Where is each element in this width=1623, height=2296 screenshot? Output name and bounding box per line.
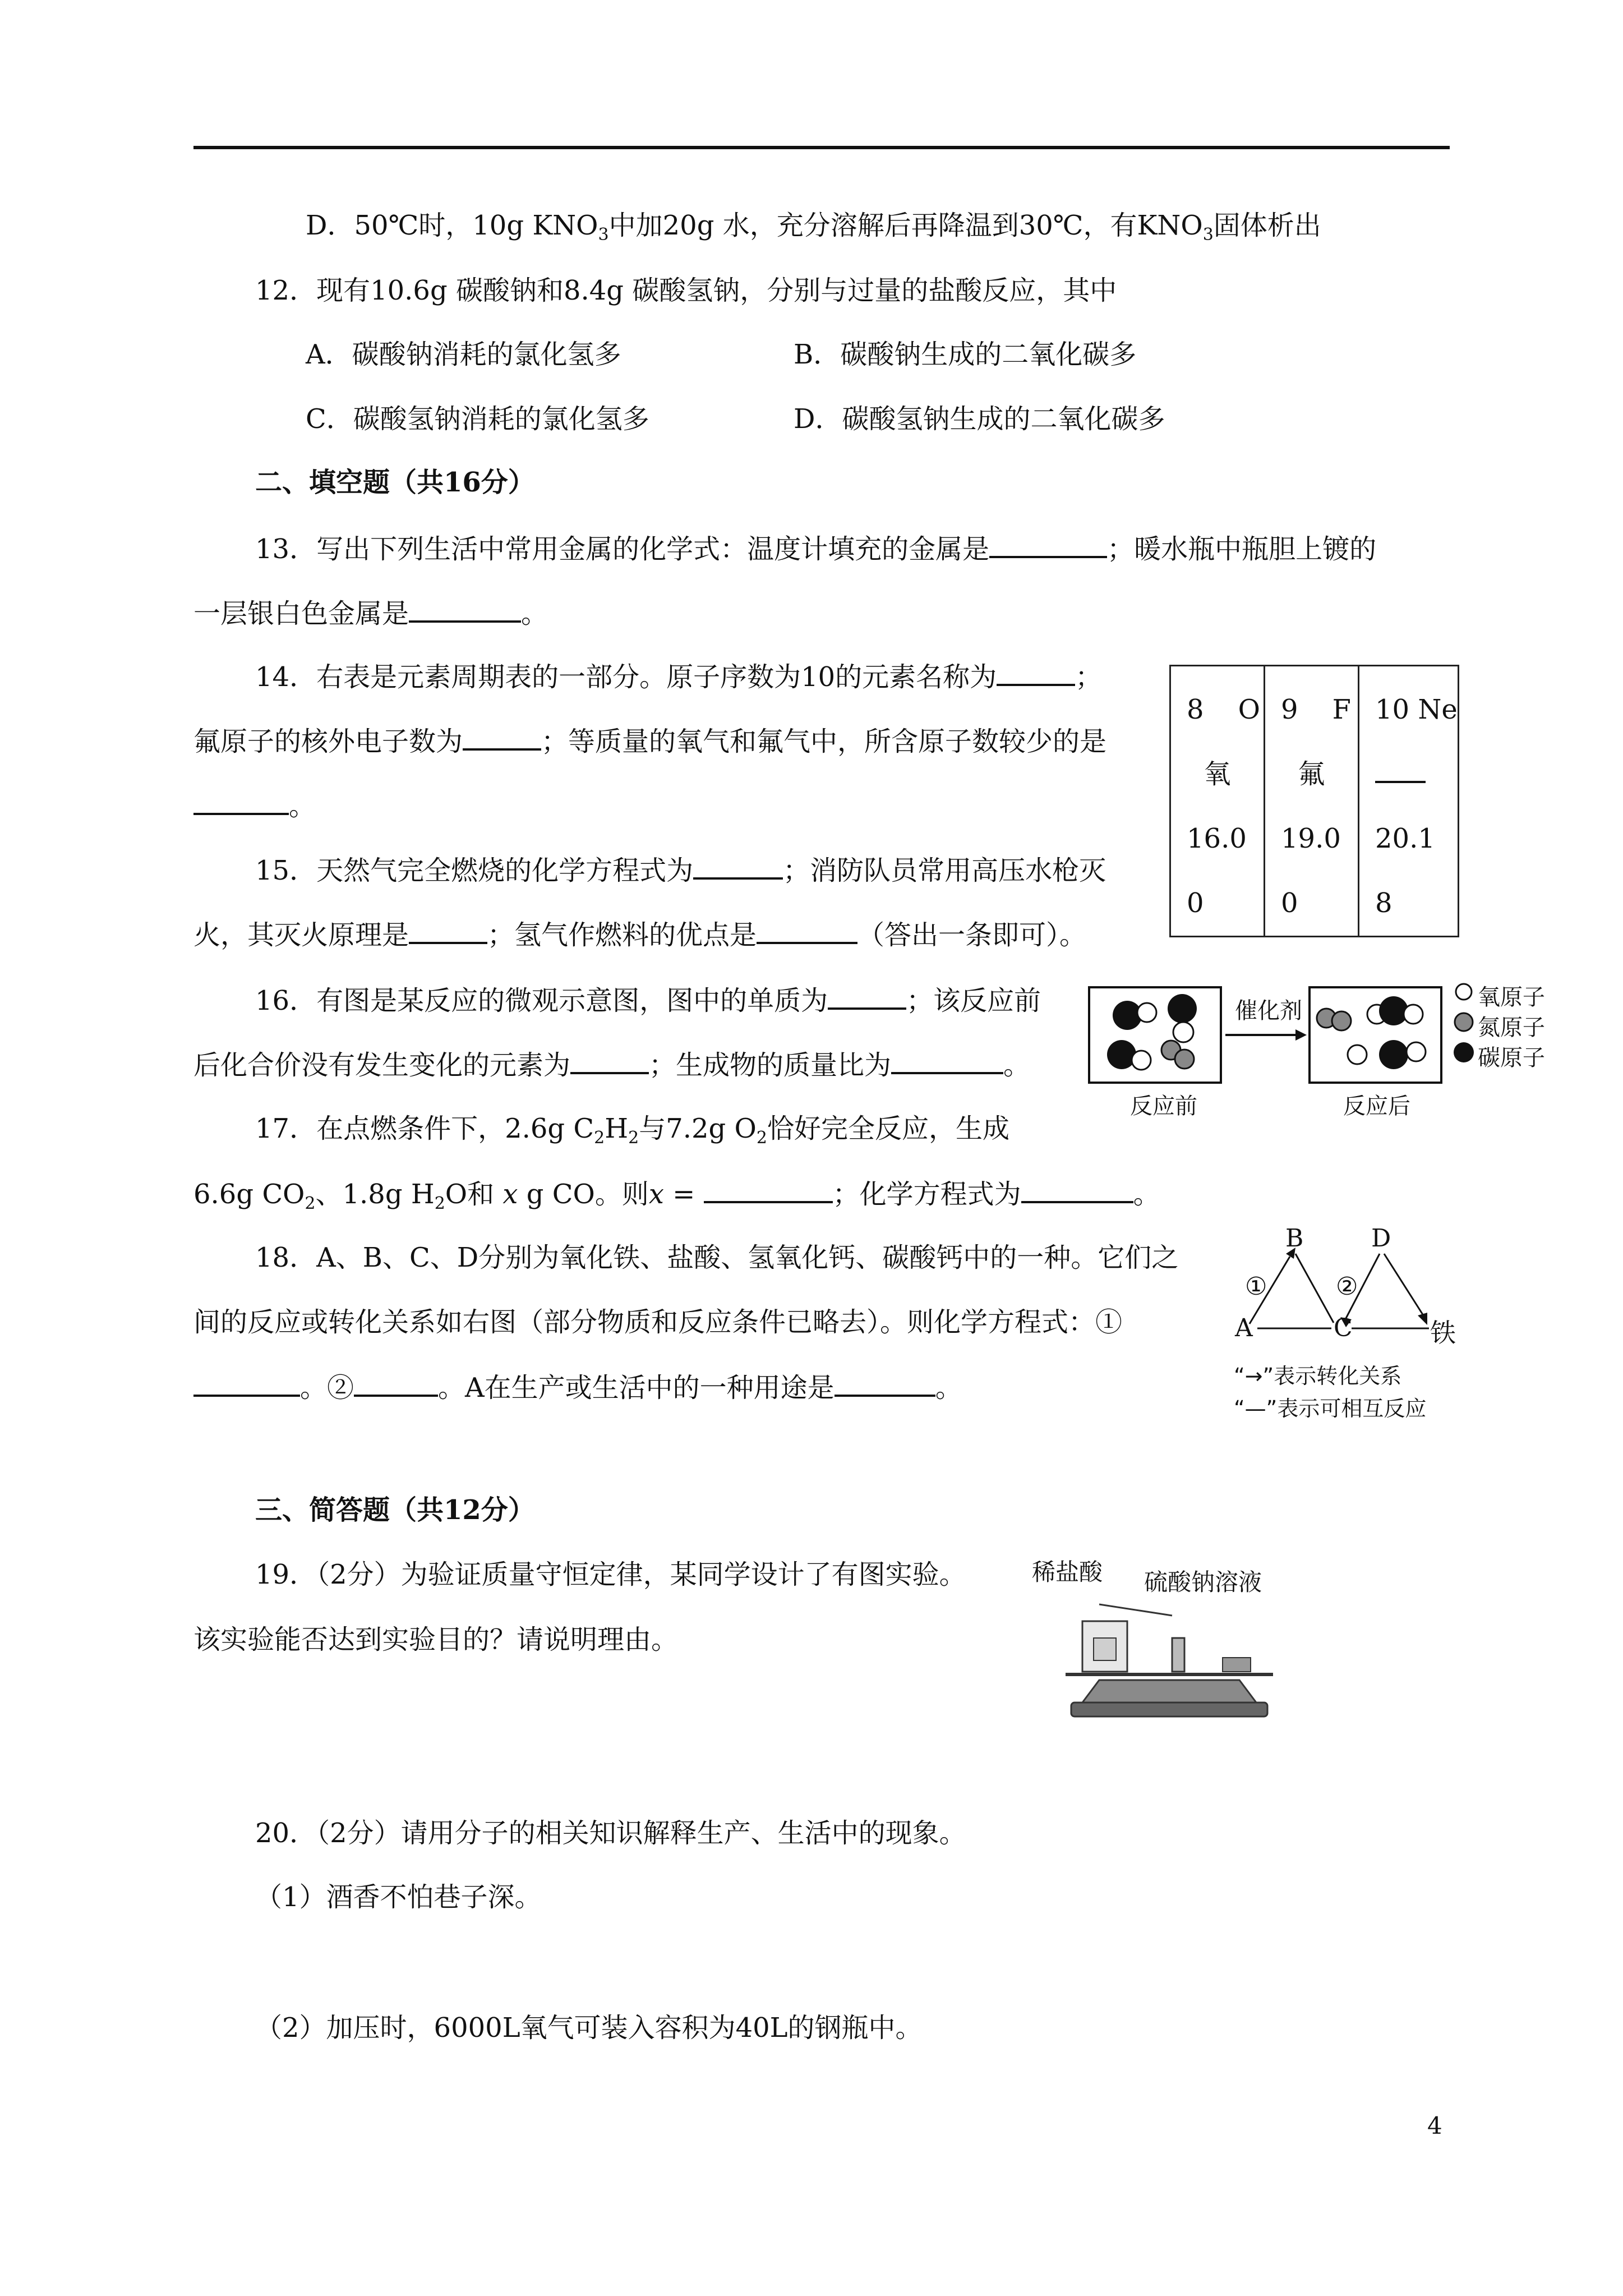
answer-blank[interactable] [828,983,906,1010]
q14-line-3: 。 [193,788,316,823]
legend-line-note: “—”表示可相互反应 [1234,1396,1427,1421]
element-cell-fluorine: 9 F 氟 19.0 0 [1265,666,1359,937]
marker-2: ② [1336,1272,1358,1301]
legend-carbon-atom: 碳原子 [1478,1045,1545,1071]
q11-option-d: D．50℃时，10g $KNO_3$中加20g 水，充分溶解后再降温到30℃，有$KNO_3$固体析出 [306,210,1321,245]
after-label: 反应后 [1343,1093,1410,1119]
dilute-hcl-label: 稀盐酸 [1032,1558,1103,1586]
periodic-table-excerpt [1169,665,1459,937]
q16-line-1: 16．有图是某反应的微观示意图，图中的单质为 ；该反应前 [255,983,1041,1018]
node-c: C [1334,1314,1353,1342]
answer-blank[interactable] [704,1176,833,1203]
q18-line-2: 间的反应或转化关系如右图（部分物质和反应条件已略去）。则化学方程式：① [193,1306,1123,1338]
element-cell-oxygen: 8 O 氧 16.0 0 [1170,666,1265,937]
answer-blank[interactable] [409,596,521,623]
legend-oxygen-atom: 氧原子 [1478,984,1545,1010]
node-iron: 铁 [1430,1318,1456,1348]
q17-line-2: 6.6g $CO_2$、1.8g $H_2O$和 x g CO。则x = ；化学方程式为 。 [193,1176,1160,1211]
q19-line-1: 19．（2分）为验证质量守恒定律，某同学设计了有图实验。 [255,1559,966,1590]
q12-option-b: B．碳酸钠生成的二氧化碳多 [794,339,1137,370]
q13-line-2: 一层银白色金属是 。 [193,596,548,631]
q15-line-2: 火，其灭火原理是 ；氢气作燃料的优点是 （答出一条即可）。 [193,917,1086,952]
answer-blank[interactable] [354,1370,438,1397]
q14-line-1: 14．右表是元素周期表的一部分。原子序数为10的元素名称为 ； [255,659,1102,694]
node-a: A [1235,1314,1253,1342]
catalyst-label: 催化剂 [1235,998,1302,1024]
answer-blank[interactable] [891,1047,1003,1074]
answer-blank[interactable] [693,853,783,880]
answer-blank[interactable] [570,1047,649,1074]
section-2-title: 二、填空题（共16分） [255,467,535,498]
q14-line-2: 氟原子的核外电子数为 ；等质量的氧气和氟气中，所含原子数较少的是 [193,724,1106,758]
q18-line-1: 18．A、B、C、D分别为氧化铁、盐酸、氢氧化钙、碳酸钙中的一种。它们之 [255,1242,1179,1273]
answer-blank[interactable] [193,788,289,815]
header-rule [193,146,1450,149]
q19-line-2: 该实验能否达到实验目的？请说明理由。 [193,1624,679,1655]
sodium-sulfate-label: 硫酸钠溶液 [1144,1568,1262,1596]
before-label: 反应前 [1130,1093,1197,1119]
element-cell-neon: 10 Ne 20.1 8 [1359,666,1459,937]
reaction-micro-diagram [1088,976,1570,1122]
answer-blank[interactable] [757,917,857,944]
q18-line-3: 。② 。A在生产或生活中的一种用途是 。 [193,1370,962,1405]
answer-blank[interactable] [1375,758,1426,783]
answer-blank[interactable] [409,917,487,944]
legend-nitrogen-atom: 氮原子 [1478,1015,1545,1041]
q12-option-a: A．碳酸钠消耗的氯化氢多 [306,339,621,370]
page-number: 4 [1427,2112,1442,2139]
q20-sub-2: （2）加压时，6000L氧气可装入容积为40L的钢瓶中。 [255,2012,923,2044]
legend-arrow-note: “→”表示转化关系 [1234,1364,1402,1388]
balance-experiment-figure [1032,1554,1346,1728]
answer-blank[interactable] [989,531,1107,558]
q17-line-1: 17．在点燃条件下，2.6g $C_2H_2$与7.2g $O_2$恰好完全反应，生成 [255,1113,1009,1148]
marker-1: ① [1245,1272,1267,1301]
q15-line-1: 15．天然气完全燃烧的化学方程式为 ；消防队员常用高压水枪灭 [255,853,1106,887]
answer-blank[interactable] [1021,1176,1133,1203]
answer-blank[interactable] [997,659,1075,686]
answer-blank[interactable] [193,1370,300,1397]
q12-option-d: D．碳酸氢钠生成的二氧化碳多 [794,403,1165,435]
answer-blank[interactable] [834,1370,935,1397]
q20-sub-1: （1）酒香不怕巷子深。 [255,1881,542,1913]
node-d: D [1371,1224,1391,1253]
q12-option-c: C．碳酸氢钠消耗的氯化氢多 [306,403,649,435]
answer-blank[interactable] [463,724,541,751]
q12-stem: 12．现有10.6g 碳酸钠和8.4g 碳酸氢钠，分别与过量的盐酸反应，其中 [255,275,1117,306]
q20-stem: 20．（2分）请用分子的相关知识解释生产、生活中的现象。 [255,1818,966,1849]
q16-line-2: 后化合价没有发生变化的元素为 ；生成物的质量比为 。 [193,1047,1030,1082]
node-b: B [1285,1224,1304,1253]
balance-icon [1066,1599,1279,1722]
q13-line-1: 13．写出下列生活中常用金属的化学式：温度计填充的金属是 ；暖水瓶中瓶胆上镀的 [255,531,1376,566]
conversion-relationship-diagram [1234,1224,1486,1430]
section-3-title: 三、简答题（共12分） [255,1494,535,1526]
